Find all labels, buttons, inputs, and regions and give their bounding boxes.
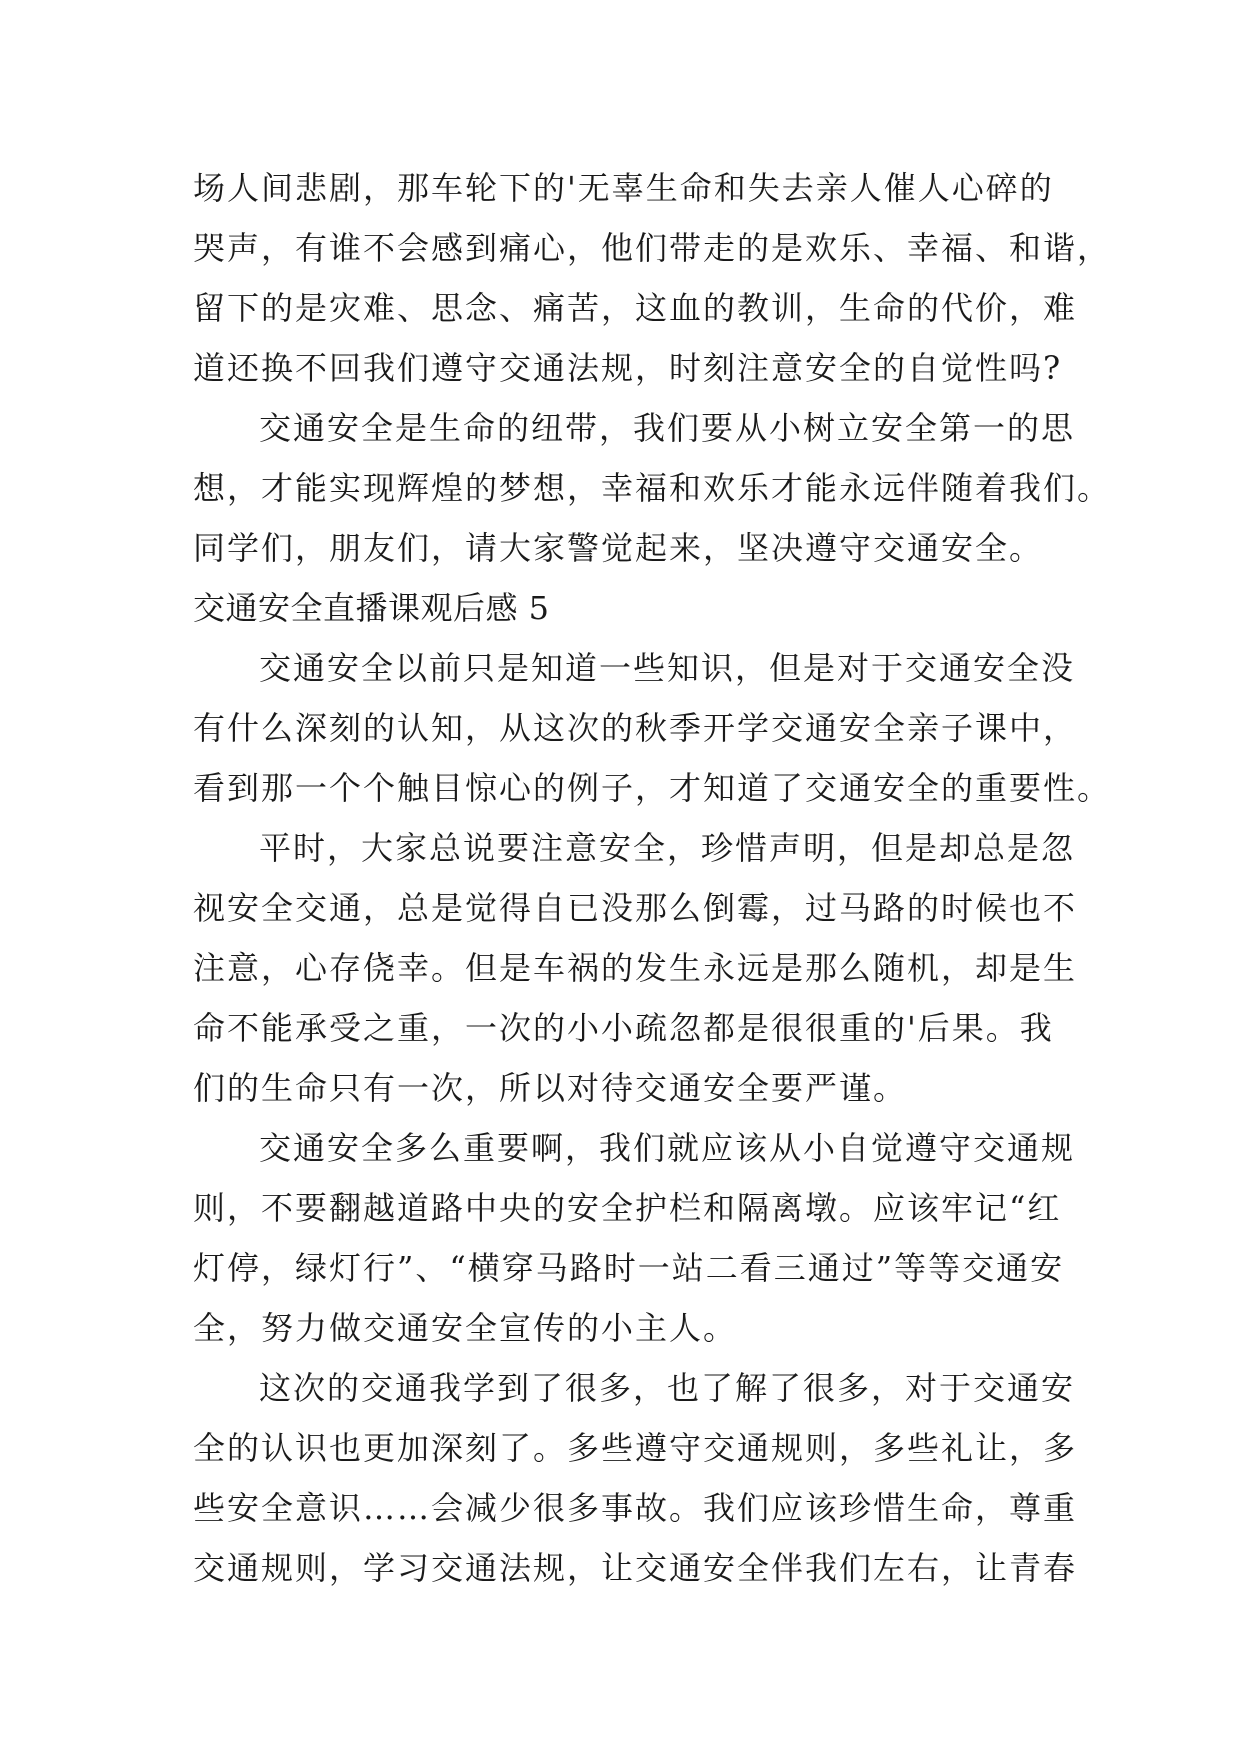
text-line: 注意，心存侥幸。但是车祸的发生永远是那么随机，却是生 [193, 949, 1078, 987]
section-heading: 交通安全直播课观后感 5 [193, 589, 550, 627]
text-line: 哭声，有谁不会感到痛心，他们带走的是欢乐、幸福、和谐， [193, 229, 1112, 267]
text-line: 想，才能实现辉煌的梦想，幸福和欢乐才能永远伴随着我们。 [193, 469, 1112, 507]
text-line: 有什么深刻的认知，从这次的秋季开学交通安全亲子课中， [193, 709, 1078, 747]
text-line: 看到那一个个触目惊心的例子，才知道了交通安全的重要性。 [193, 769, 1112, 807]
paragraph-first-line: 交通安全多么重要啊，我们就应该从小自觉遵守交通规 [259, 1129, 1076, 1167]
text-line: 道还换不回我们遵守交通法规，时刻注意安全的自觉性吗? [193, 349, 1063, 387]
document-body [193, 158, 1112, 1598]
text-line: 场人间悲剧，那车轮下的'无辜生命和失去亲人催人心碎的 [193, 169, 1054, 207]
text-line: 全的认识也更加深刻了。多些遵守交通规则，多些礼让，多 [193, 1429, 1078, 1467]
text-line: 留下的是灾难、思念、痛苦，这血的教训，生命的代价，难 [193, 289, 1078, 327]
paragraph-first-line: 这次的交通我学到了很多，也了解了很多，对于交通安 [259, 1369, 1076, 1407]
text-line: 灯停，绿灯行”、“横穿马路时一站二看三通过”等等交通安 [193, 1249, 1065, 1287]
text-line: 同学们，朋友们，请大家警觉起来，坚决遵守交通安全。 [193, 529, 1044, 567]
paragraph-first-line: 平时，大家总说要注意安全，珍惜声明，但是却总是忽 [259, 829, 1076, 867]
text-line: 交通规则，学习交通法规，让交通安全伴我们左右，让青春 [193, 1549, 1078, 1587]
text-line: 全，努力做交通安全宣传的小主人。 [193, 1309, 738, 1347]
text-line: 些安全意识……会减少很多事故。我们应该珍惜生命，尊重 [193, 1489, 1078, 1527]
paragraph-first-line: 交通安全以前只是知道一些知识，但是对于交通安全没 [259, 649, 1076, 687]
text-line: 视安全交通，总是觉得自已没那么倒霉，过马路的时候也不 [193, 889, 1078, 927]
text-line: 们的生命只有一次，所以对待交通安全要严谨。 [193, 1069, 908, 1107]
text-line: 则，不要翻越道路中央的安全护栏和隔离墩。应该牢记“红 [193, 1189, 1062, 1227]
text-line: 命不能承受之重，一次的小小疏忽都是很很重的'后果。我 [193, 1009, 1054, 1047]
paragraph-first-line: 交通安全是生命的纽带，我们要从小树立安全第一的思 [259, 409, 1076, 447]
